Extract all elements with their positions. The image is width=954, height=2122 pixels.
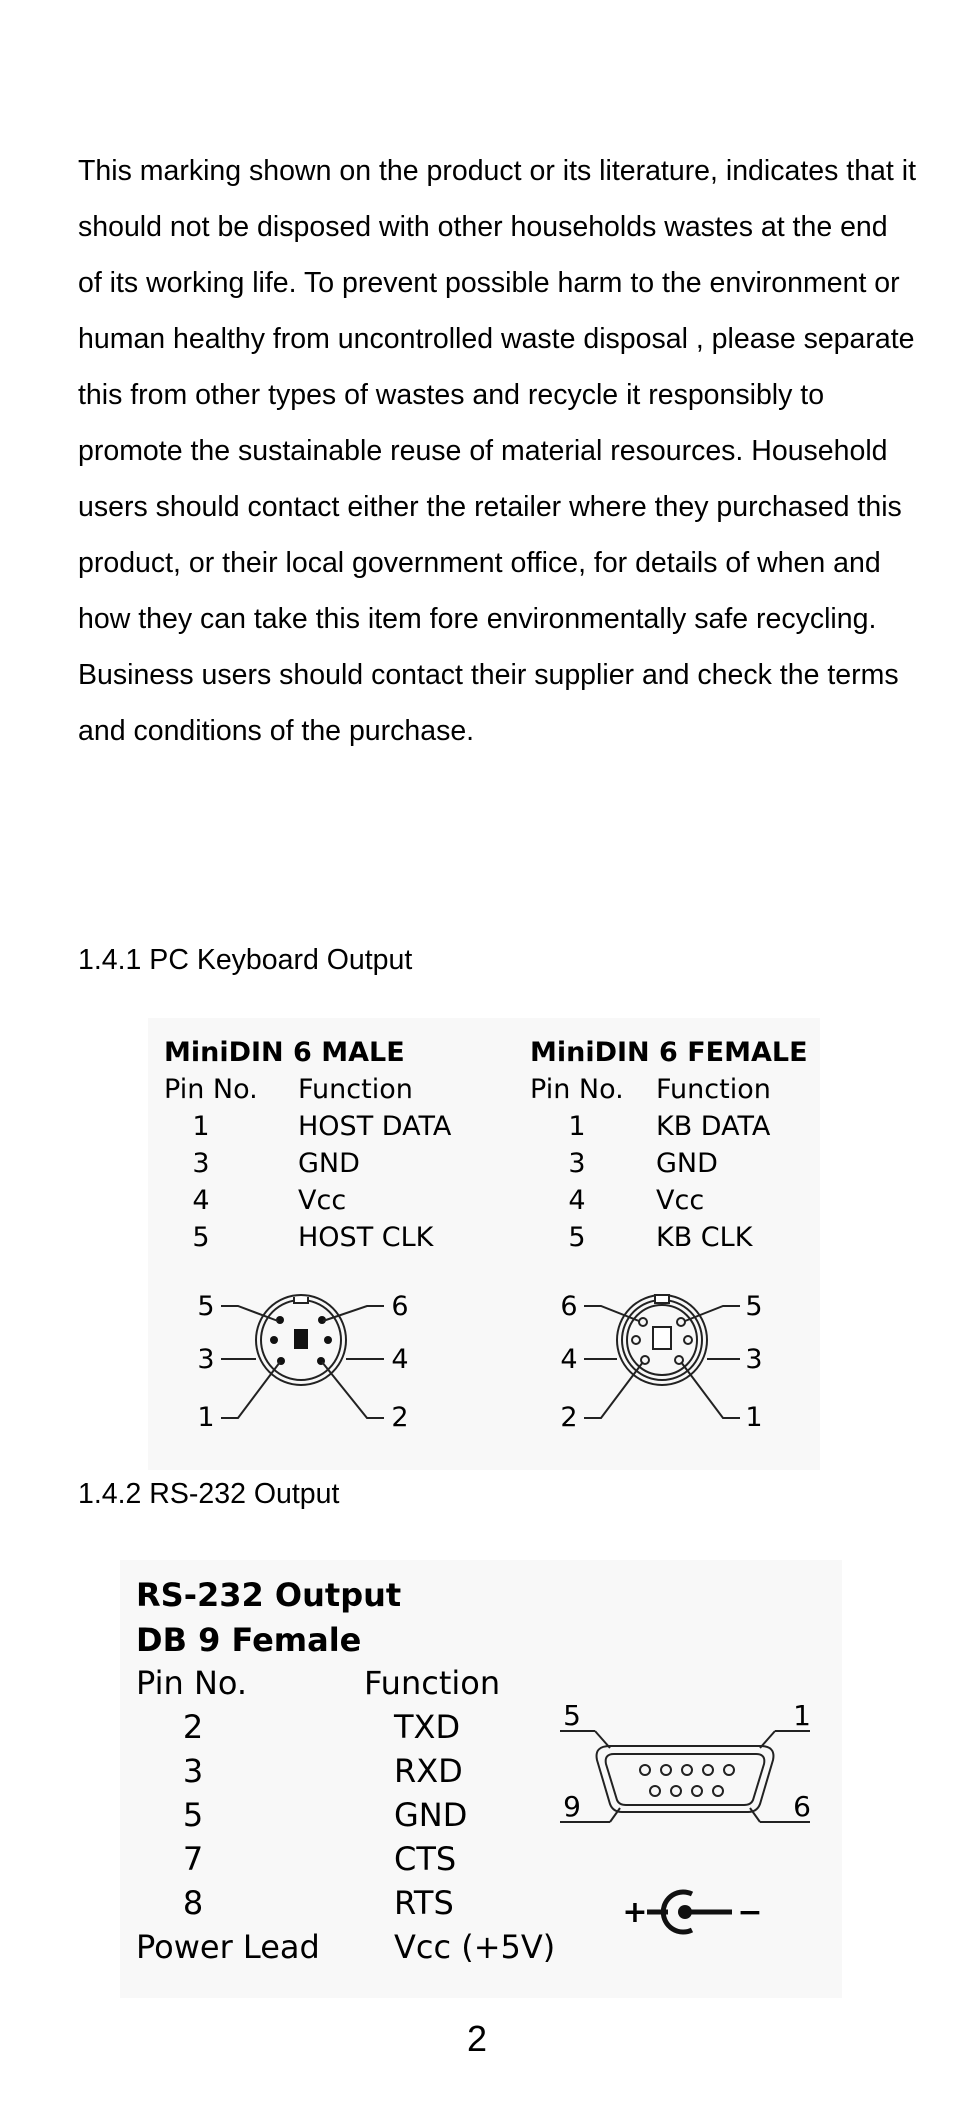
female-connector-label: 4 [560,1344,578,1375]
rs232-pin: 7 [182,1840,204,1878]
male-minidin-connector-icon [221,1295,384,1418]
female-function: GND [656,1148,718,1179]
male-connector-label: 6 [391,1291,409,1322]
male-connector-label: 4 [391,1344,409,1375]
male-connector-label: 1 [197,1402,215,1433]
rs232-pin: 3 [182,1752,204,1790]
dc-polarity-icon [622,1892,762,1932]
rs232-function: GND [394,1796,468,1834]
minidin-pinout-figure [148,1018,820,1470]
rs232-pin: 8 [182,1884,204,1922]
male-function: Vcc [298,1185,347,1216]
male-pin: 3 [192,1148,210,1179]
minidin-pinout-diagram [148,1018,820,1470]
rs232-pinout-diagram [120,1560,842,1998]
female-connector-label: 5 [745,1291,763,1322]
male-title: MiniDIN 6 MALE [164,1037,405,1068]
male-col-function: Function [298,1074,413,1105]
female-minidin-connector-icon [584,1295,740,1418]
female-pin: 4 [568,1185,586,1216]
female-connector-label: 2 [560,1402,578,1433]
rs232-col-pin: Pin No. [136,1664,248,1702]
male-pin: 5 [192,1222,210,1253]
db9-label: 1 [793,1699,811,1732]
male-function: HOST DATA [298,1111,452,1142]
rs232-pin: 2 [182,1708,204,1746]
female-pin: 3 [568,1148,586,1179]
female-pin: 1 [568,1111,586,1142]
female-function: Vcc [656,1185,705,1216]
rs232-title: RS-232 Output [136,1576,402,1614]
rs232-function: TXD [394,1708,461,1746]
rs232-function: CTS [394,1840,457,1878]
female-connector-label: 3 [745,1344,763,1375]
rs232-col-function: Function [364,1664,501,1702]
female-title: MiniDIN 6 FEMALE [530,1037,808,1068]
male-connector-label: 2 [391,1402,409,1433]
rs232-pinout-figure [120,1560,842,1998]
female-connector-label: 1 [745,1402,763,1433]
male-function: HOST CLK [298,1222,434,1253]
rs232-function: RTS [394,1884,454,1922]
section-heading-keyboard: 1.4.1 PC Keyboard Output [78,944,413,976]
rs232-function: RXD [394,1752,463,1790]
disposal-paragraph: This marking shown on the product or its literature, indicates that it should not be disposed with other households wastes at the end of its working life. To prevent possible harm to the environment or human healthy from uncontrolled waste disposal , please separate this from other types of wastes and recycle it responsibly to promote the sustainable reuse of material resources. Household users should contact either the retailer where they purchased this product, or their local government office, for details of when and how they can take this item fore environmentally safe recycling. Business users should contact their supplier and check the terms and conditions of the purchase. [78,155,916,747]
section-heading-rs232: 1.4.2 RS-232 Output [78,1478,340,1510]
power-lead-label: Power Lead [136,1928,320,1966]
male-pin: 1 [192,1111,210,1142]
female-pin: 5 [568,1222,586,1253]
male-connector-label: 5 [197,1291,215,1322]
male-col-pin: Pin No. [164,1074,258,1105]
db9-label: 9 [563,1790,581,1823]
female-col-pin: Pin No. [530,1074,624,1105]
female-col-function: Function [656,1074,771,1105]
page-number: 2 [466,2018,488,2059]
db9-label: 5 [563,1699,581,1732]
female-function: KB CLK [656,1222,753,1253]
female-connector-label: 6 [560,1291,578,1322]
female-function: KB DATA [656,1111,771,1142]
rs232-subtitle: DB 9 Female [136,1621,362,1659]
polarity-minus: − [737,1895,763,1930]
db9-label: 6 [793,1790,811,1823]
db9-connector-icon [560,1731,810,1822]
male-function: GND [298,1148,360,1179]
male-pin: 4 [192,1185,210,1216]
polarity-plus: + [622,1895,648,1930]
rs232-pin: 5 [182,1796,204,1834]
male-connector-label: 3 [197,1344,215,1375]
power-lead-function: Vcc (+5V) [394,1928,556,1966]
